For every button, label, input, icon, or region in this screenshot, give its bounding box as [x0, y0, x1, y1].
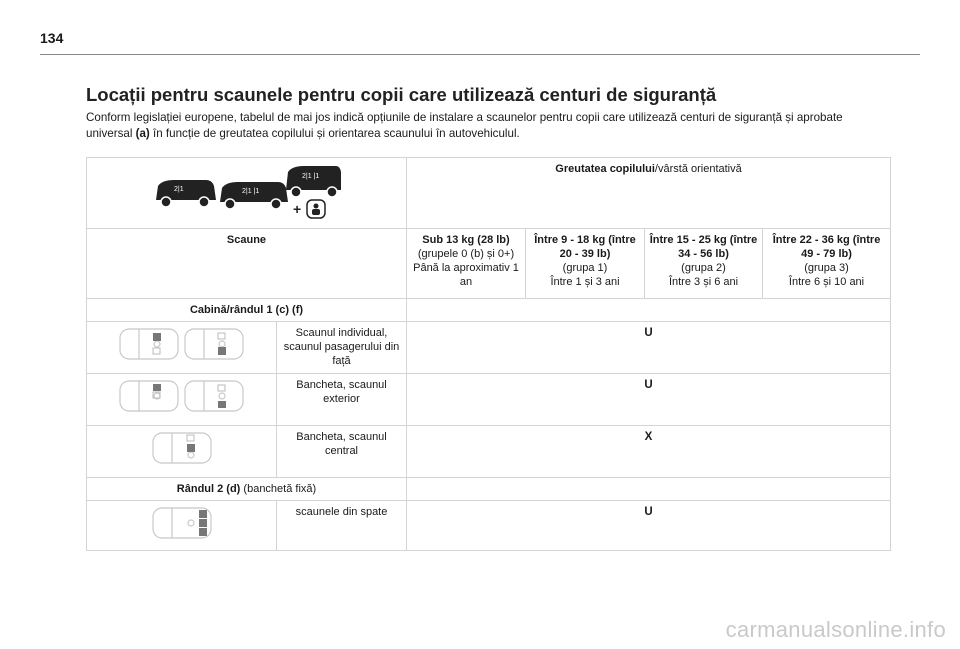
group-3-range: Între 22 - 36 kg (între 49 - 79 lb)	[772, 234, 881, 260]
group-2-group: (grupa 2)	[681, 262, 726, 274]
group-3-age: Între 6 și 10 ani	[788, 276, 865, 288]
row-bench-outer-label: Bancheta, scaunul exterior	[277, 374, 407, 426]
group-2-cell	[645, 229, 763, 299]
seat-diagram-front-icon	[117, 326, 247, 362]
section-row2-label: Rândul 2 (d)	[176, 483, 241, 495]
group-0-group: (grupele 0 (b) și 0+)	[417, 248, 515, 260]
intro-tag: (a)	[135, 127, 150, 140]
group-3-cell	[763, 229, 891, 299]
page-title: Locații pentru scaunele pentru copii care utilizează centuri de siguranță	[86, 84, 717, 105]
group-0-cell	[407, 229, 526, 299]
van-long-icon	[220, 182, 288, 209]
svg-text:2|1: 2|1	[173, 186, 184, 193]
section-cabin-row1: Cabină/rândul 1 (c) (f)	[87, 299, 407, 322]
row-bench-center-diagram	[87, 426, 277, 478]
intro-paragraph	[86, 110, 886, 142]
svg-text:+: +	[292, 201, 301, 217]
weight-header-label: Greutatea copilului	[555, 163, 655, 175]
section-row2-rest: (banchetă fixă)	[240, 483, 317, 495]
watermark-logo: carmanualsonline.info	[725, 617, 946, 642]
weight-header-cell	[407, 158, 891, 229]
group-0-age: Până la aproximativ 1 an	[413, 262, 519, 288]
group-0-range: Sub 13 kg (28 lb)	[422, 234, 510, 246]
row-front-passenger-value: U	[407, 322, 891, 374]
section-row2-empty	[407, 478, 891, 501]
vehicle-icons-cell	[87, 158, 407, 229]
group-1-age: Între 1 și 3 ani	[550, 276, 620, 288]
group-1-cell	[526, 229, 645, 299]
seat-diagram-bench-outer-icon	[117, 378, 247, 414]
row-front-passenger-diagram	[87, 322, 277, 374]
child-seat-table	[86, 157, 891, 551]
section-cabin-empty	[407, 299, 891, 322]
group-1-group: (grupa 1)	[562, 262, 608, 274]
seat-diagram-bench-center-icon	[117, 430, 247, 466]
group-2-range: Între 15 - 25 kg (între 34 - 56 lb)	[649, 234, 758, 260]
seats-header: Scaune	[87, 229, 407, 299]
header-rule	[40, 54, 920, 55]
row-rear-value: U	[407, 501, 891, 551]
child-seat-icon	[293, 200, 325, 218]
intro-text-2: în funcție de greutatea copilului și orientarea scaunului în autovehiculul.	[149, 127, 520, 140]
group-1-range: Între 9 - 18 kg (între 20 - 39 lb)	[534, 234, 636, 260]
row-rear-diagram	[87, 501, 277, 551]
group-2-age: Între 3 și 6 ani	[668, 276, 739, 288]
page-number: 134	[40, 30, 64, 46]
van-short-icon	[156, 180, 216, 207]
group-3-group: (grupa 3)	[804, 262, 849, 274]
weight-header-rest: /vârstă orientativă	[654, 163, 742, 175]
vehicle-icons	[152, 162, 342, 220]
svg-text:2|1 |1: 2|1 |1	[241, 188, 259, 195]
row-bench-center-value: X	[407, 426, 891, 478]
intro-text-1: Conform legislației europene, tabelul de mai jos indică opțiunile de instalare a scaunelor pentru copii care utilizează centuri de siguranță și aprobate universal	[86, 111, 843, 140]
row-rear-label: scaunele din spate	[277, 501, 407, 551]
row-bench-outer-diagram	[87, 374, 277, 426]
row-bench-outer-value: U	[407, 374, 891, 426]
van-tall-icon	[286, 166, 341, 197]
svg-text:2|1 |1: 2|1 |1	[301, 173, 319, 180]
row-front-passenger-label: Scaunul individual, scaunul pasagerului din față	[277, 322, 407, 374]
seat-diagram-rear-icon	[117, 505, 247, 541]
section-row2	[87, 478, 407, 501]
row-bench-center-label: Bancheta, scaunul central	[277, 426, 407, 478]
